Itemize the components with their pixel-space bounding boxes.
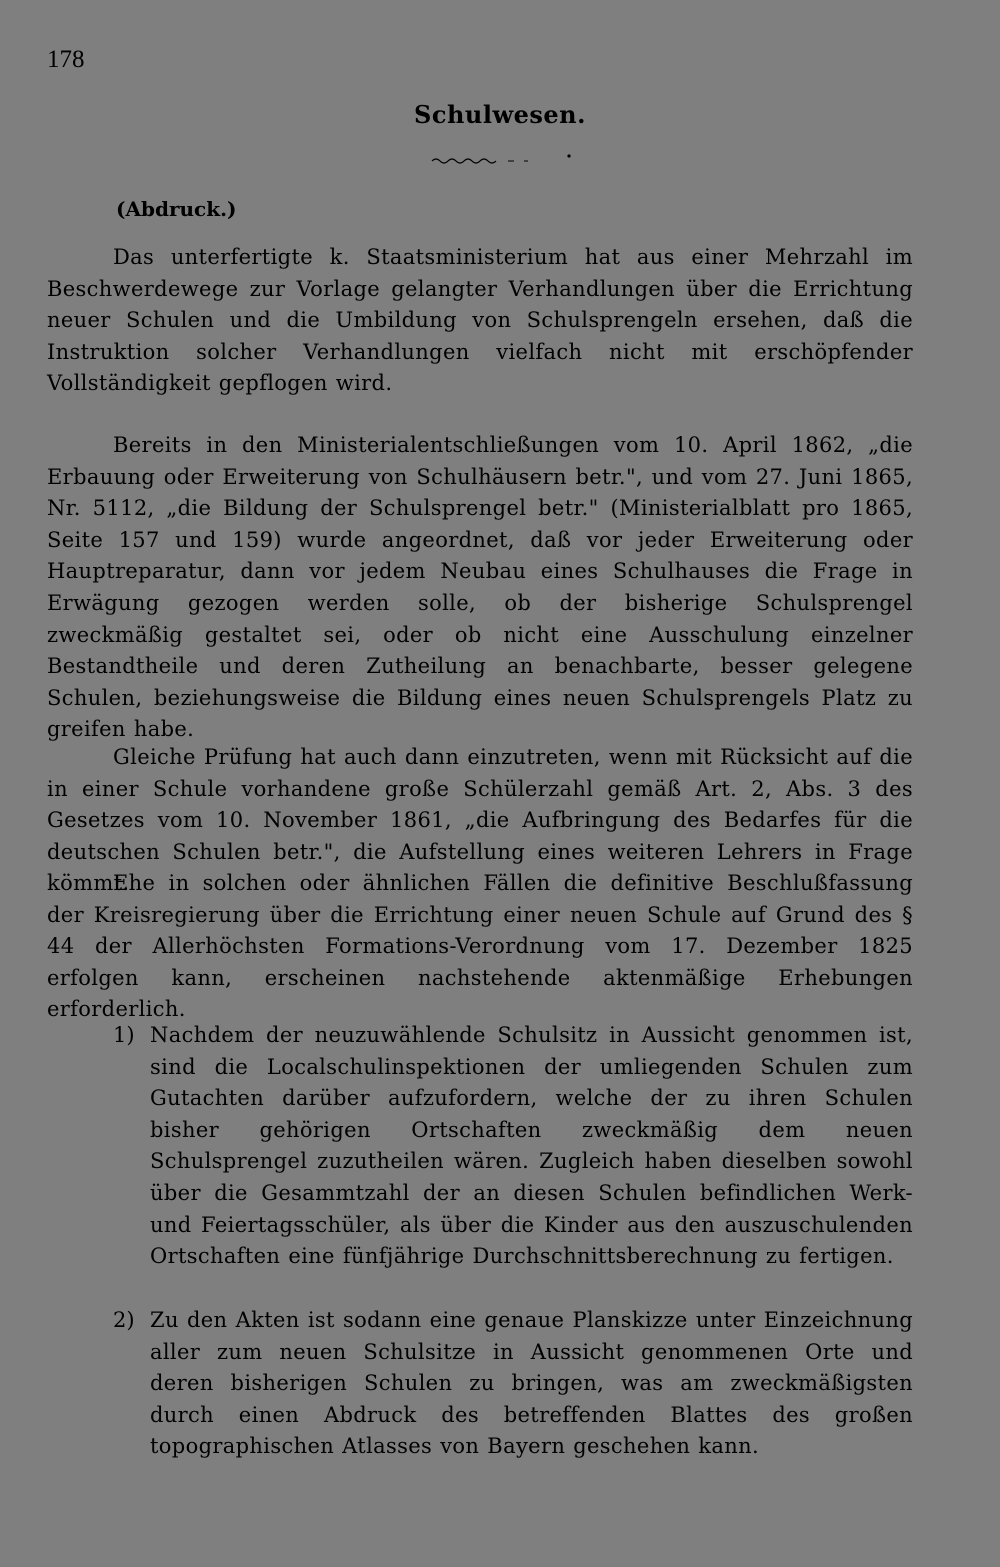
paragraph-required-surveys: Ehe in solchen oder ähnlichen Fällen die definitive Beschlußfassung der Kreisregierung über die Errichtung einer neuen Schule auf Grund des § 44 der Allerhöchsten Formations-Verordnung vom 17. Dezember 1825 erfolgen kann, erscheinen nachstehende aktenmäßige Erhebungen erforderlich.	[47, 871, 913, 1022]
reprint-note: (Abdruck.)	[116, 197, 237, 221]
list-item	[47, 1305, 913, 1463]
paragraph-equal-review: Gleiche Prüfung hat auch dann einzutreten, wenn mit Rücksicht auf die in einer Schule vorhandene große Schülerzahl gemäß Art. 2, Abs. 3 des Gesetzes vom 10. November 1861, „die Aufbringung des Bedarfes für die deutschen Schulen betr.", die Aufstellung eines weiteren Lehrers in Frage kömmt.	[47, 745, 913, 896]
list-item-text: Zu den Akten ist sodann eine genaue Planskizze unter Einzeichnung aller zum neuen Schulsitze in Aussicht genommenen Orte und deren bisherigen Schulen zu bringen, was am zweckmäßigsten durch einen Abdruck des betreffenden Blattes des großen topographischen Atlasses von Bayern geschehen kann.	[150, 1308, 913, 1459]
list-item-number: 2)	[113, 1308, 135, 1332]
paragraph-prior-decrees: Bereits in den Ministerialentschließungen vom 10. April 1862, „die Erbauung oder Erweiterung von Schulhäusern betr.", und vom 27. Juni 1865, Nr. 5112, „die Bildung der Schulsprengel betr." (Ministerialblatt pro 1865, Seite 157 und 159) wurde angeordnet, daß vor jeder Erweiterung oder Hauptreparatur, dann vor jedem Neubau eines Schulhauses die Frage in Erwägung gezogen werden solle, ob der bisherige Schulsprengel zweckmäßig gestaltet sei, oder ob nicht eine Ausschulung einzelner Bestandtheile und deren Zutheilung an benachbarte, besser gelegene Schulen, beziehungsweise die Bildung eines neuen Schulsprengels Platz zu greifen habe.	[47, 433, 913, 742]
list-item-text: Nachdem der neuzuwählende Schulsitz in Aussicht genommen ist, sind die Localschulinspektionen der umliegenden Schulen zum Gutachten darüber aufzufordern, welche der zu ihren Schulen bisher gehörigen Ortschaften zweckmäßig dem neuen Schulsprengel zuzutheilen wären. Zugleich haben dieselben sowohl über die Gesammtzahl der an diesen Schulen befindlichen Werk- und Feiertagsschüler, als über die Kinder aus den auszuschulenden Ortschaften eine fünfjährige Durchschnittsberechnung zu fertigen.	[150, 1023, 913, 1269]
decorative-flourish	[428, 152, 573, 166]
list-item-number: 1)	[113, 1023, 135, 1047]
page-title: Schulwesen.	[414, 100, 586, 129]
paragraph-intro: Das unterfertigte k. Staatsministerium hat aus einer Mehrzahl im Beschwerdewege zur Vorlage gelangter Verhandlungen über die Errichtung neuer Schulen und die Umbildung von Schulsprengeln ersehen, daß die Instruktion solcher Verhandlungen vielfach nicht mit erschöpfender Vollständigkeit gepflogen wird.	[47, 245, 913, 396]
list-item	[47, 1020, 913, 1273]
page-number: 178	[47, 46, 85, 73]
